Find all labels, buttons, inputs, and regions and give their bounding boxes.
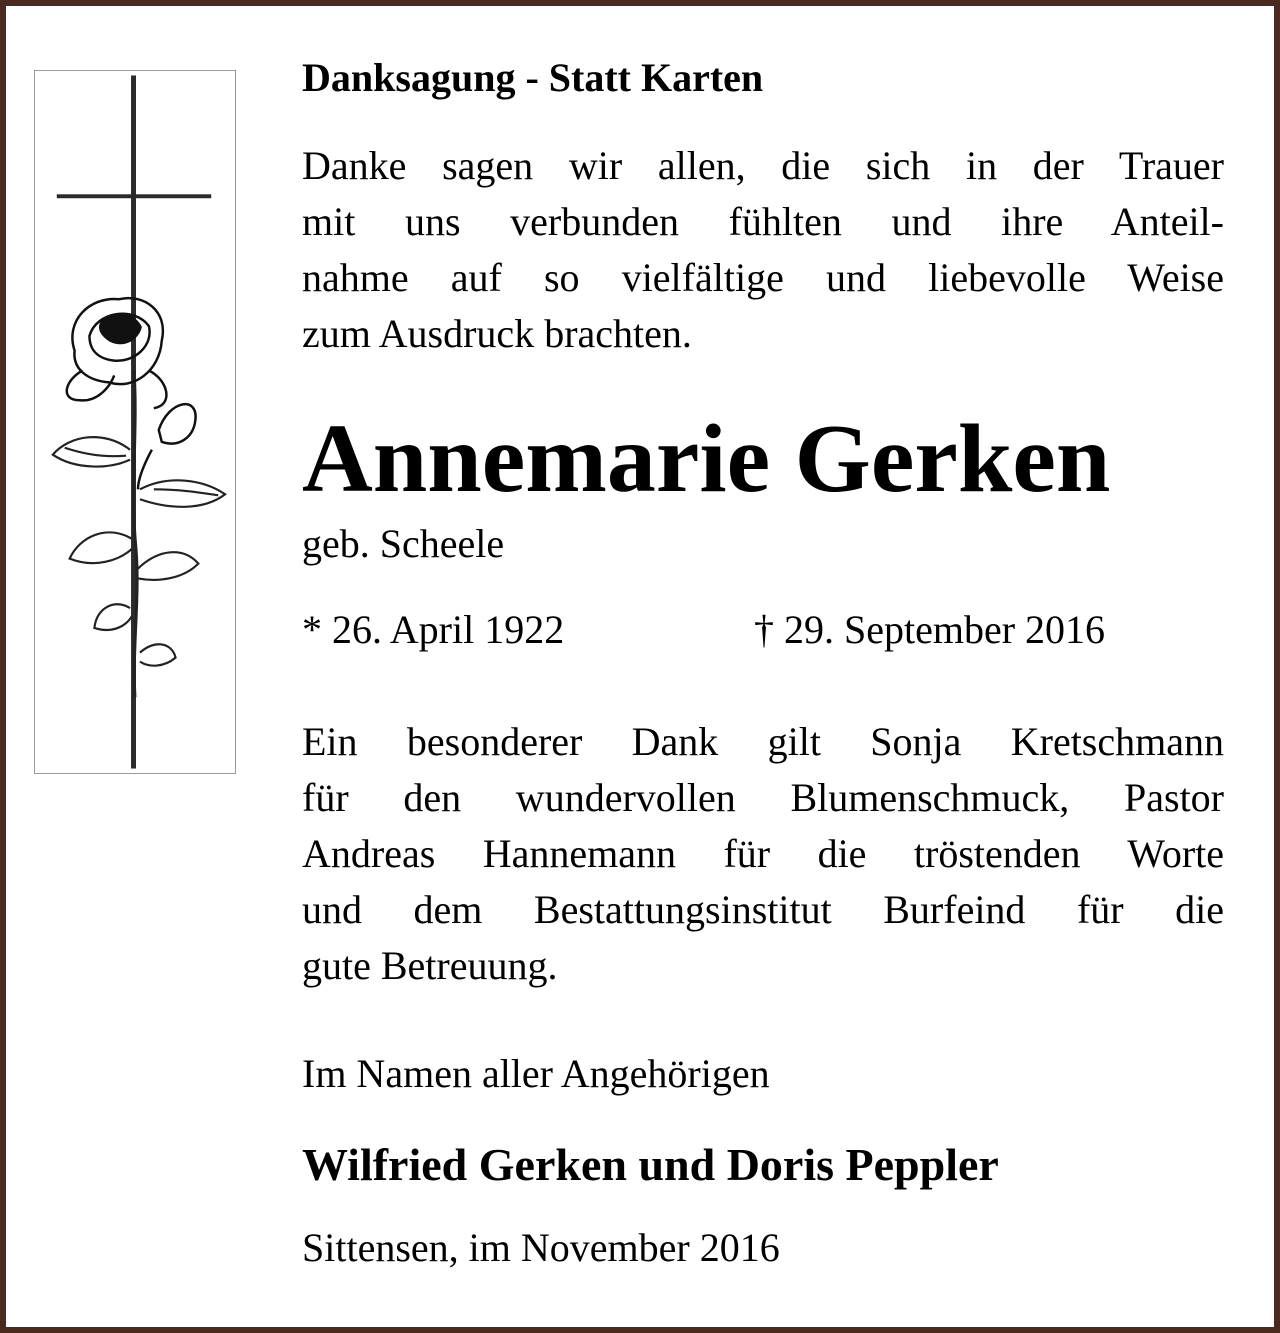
birth-name: geb. Scheele xyxy=(302,521,505,566)
thanks-line: und dem Bestattungsinstitut Burfeind für die xyxy=(302,887,1224,932)
cross-with-rose-icon xyxy=(34,70,236,774)
signatories: Wilfried Gerken und Doris Peppler xyxy=(302,1139,999,1190)
thanks-line: für den wundervollen Blumenschmuck, Pastor xyxy=(302,775,1224,820)
notice-heading: Danksagung - Statt Karten xyxy=(302,55,764,100)
intro-line: nahme auf so vielfältige und liebevolle Weise xyxy=(302,255,1224,300)
place-and-date: Sittensen, im November 2016 xyxy=(302,1225,780,1270)
thanks-paragraph xyxy=(302,714,1224,994)
deceased-name: Annemarie Gerken xyxy=(302,405,1111,513)
intro-line: Danke sagen wir allen, die sich in der Trauer xyxy=(302,143,1224,188)
on-behalf-line: Im Namen aller Angehörigen xyxy=(302,1051,770,1096)
intro-line: mit uns verbunden fühlten und ihre Anteil- xyxy=(302,199,1224,244)
thanks-line: Ein besonderer Dank gilt Sonja Kretschmann xyxy=(302,719,1224,764)
birth-date: * 26. April 1922 xyxy=(302,607,565,652)
intro-paragraph xyxy=(302,138,1224,362)
thanks-line: Andreas Hannemann für die tröstenden Worte xyxy=(302,831,1224,876)
intro-line: zum Ausdruck brachten. xyxy=(302,311,692,356)
death-date: † 29. September 2016 xyxy=(754,607,1106,652)
thanks-line: gute Betreuung. xyxy=(302,943,558,988)
